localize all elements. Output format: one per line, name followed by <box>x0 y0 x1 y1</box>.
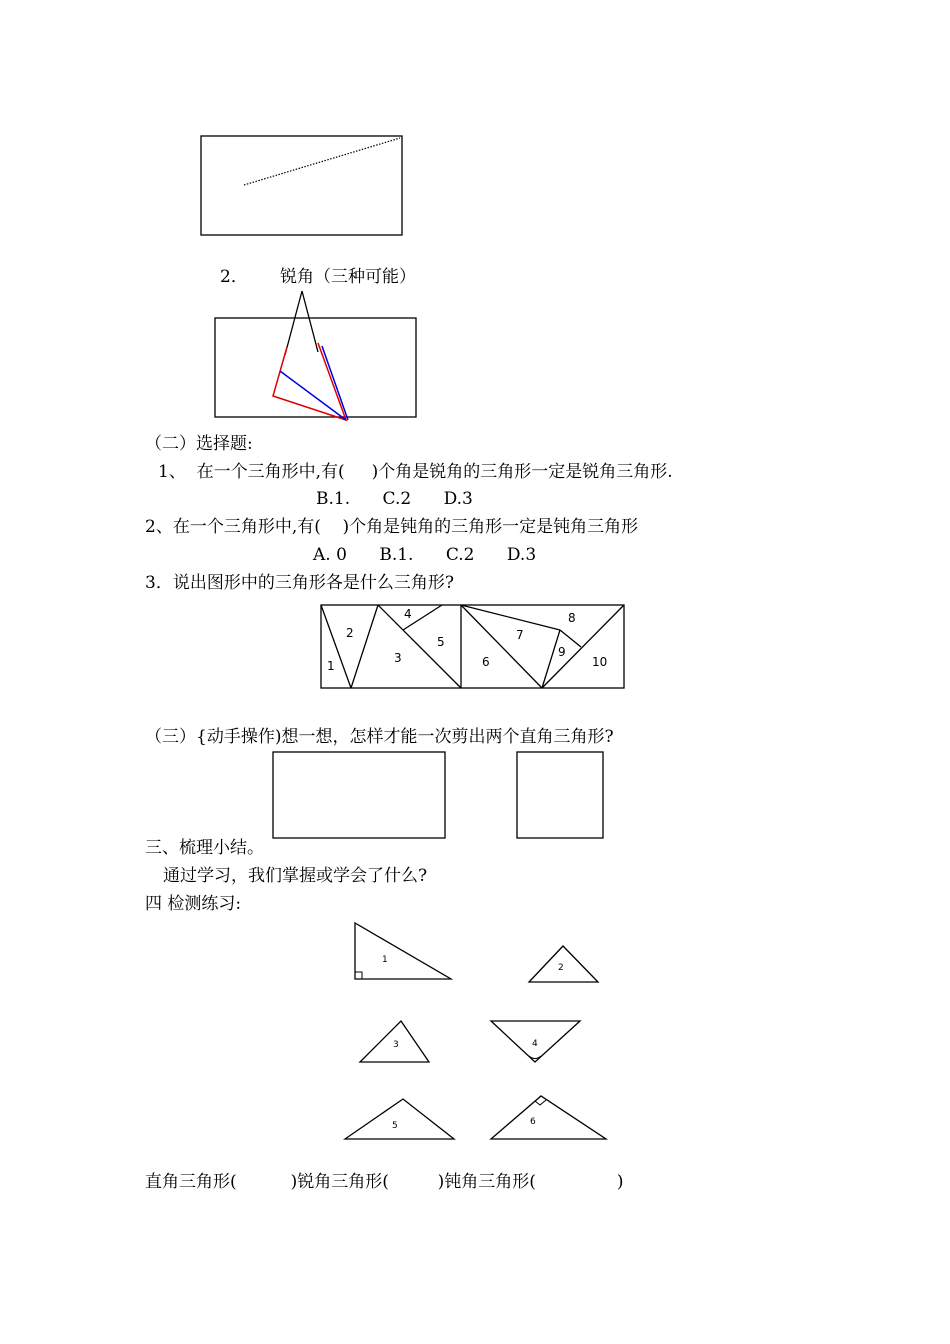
choice-heading: （二）选择题: <box>145 434 253 454</box>
question-3: 3．说出图形中的三角形各是什么三角形? <box>145 573 454 593</box>
question-1-options: B.1. C.2 D.3 <box>316 489 473 509</box>
right-angle-marker-1 <box>355 972 362 979</box>
question-2-options: A. 0 B.1. C.2 D.3 <box>313 545 537 565</box>
test-triangle-number-5: 5 <box>392 1121 398 1131</box>
triangle-number-5: 5 <box>437 635 445 649</box>
triangle-number-6: 6 <box>482 655 490 669</box>
test-triangle-number-1: 1 <box>382 955 388 965</box>
hands-on-heading: （三）{动手操作)想一想，怎样才能一次剪出两个直角三角形? <box>145 727 614 747</box>
triangle-number-1: 1 <box>327 659 335 673</box>
triangle-number-7: 7 <box>516 628 524 642</box>
triangle-number-9: 9 <box>558 645 566 659</box>
right-angle-marker-6 <box>535 1100 546 1105</box>
triangle-number-2: 2 <box>346 626 354 640</box>
summary-text: 通过学习，我们掌握或学会了什么? <box>163 866 428 886</box>
item2-number: 2． <box>220 267 248 287</box>
summary-heading: 三、梳理小结。 <box>145 838 264 858</box>
test-heading: 四 检测练习: <box>145 894 242 914</box>
item2-label: 锐角（三种可能） <box>280 267 416 287</box>
triangle-number-3: 3 <box>394 651 402 665</box>
answer-line: 直角三角形( )锐角三角形( )钝角三角形( ) <box>145 1172 624 1192</box>
test-triangle-6 <box>491 1096 606 1139</box>
question-2: 2、在一个三角形中,有( )个角是钝角的三角形一定是钝角三角形 <box>145 517 639 537</box>
question-1: 1、 在一个三角形中,有( )个角是锐角的三角形一定是锐角三角形. <box>158 462 673 482</box>
triangle-number-8: 8 <box>568 611 576 625</box>
test-triangle-number-3: 3 <box>393 1040 399 1050</box>
test-triangle-number-2: 2 <box>558 963 564 973</box>
test-triangle-5 <box>345 1099 454 1139</box>
test-triangle-number-6: 6 <box>530 1117 536 1127</box>
test-triangle-number-4: 4 <box>532 1039 538 1049</box>
test-triangle-1 <box>355 923 451 979</box>
triangle-number-10: 10 <box>592 655 608 669</box>
triangle-number-4: 4 <box>404 607 412 621</box>
